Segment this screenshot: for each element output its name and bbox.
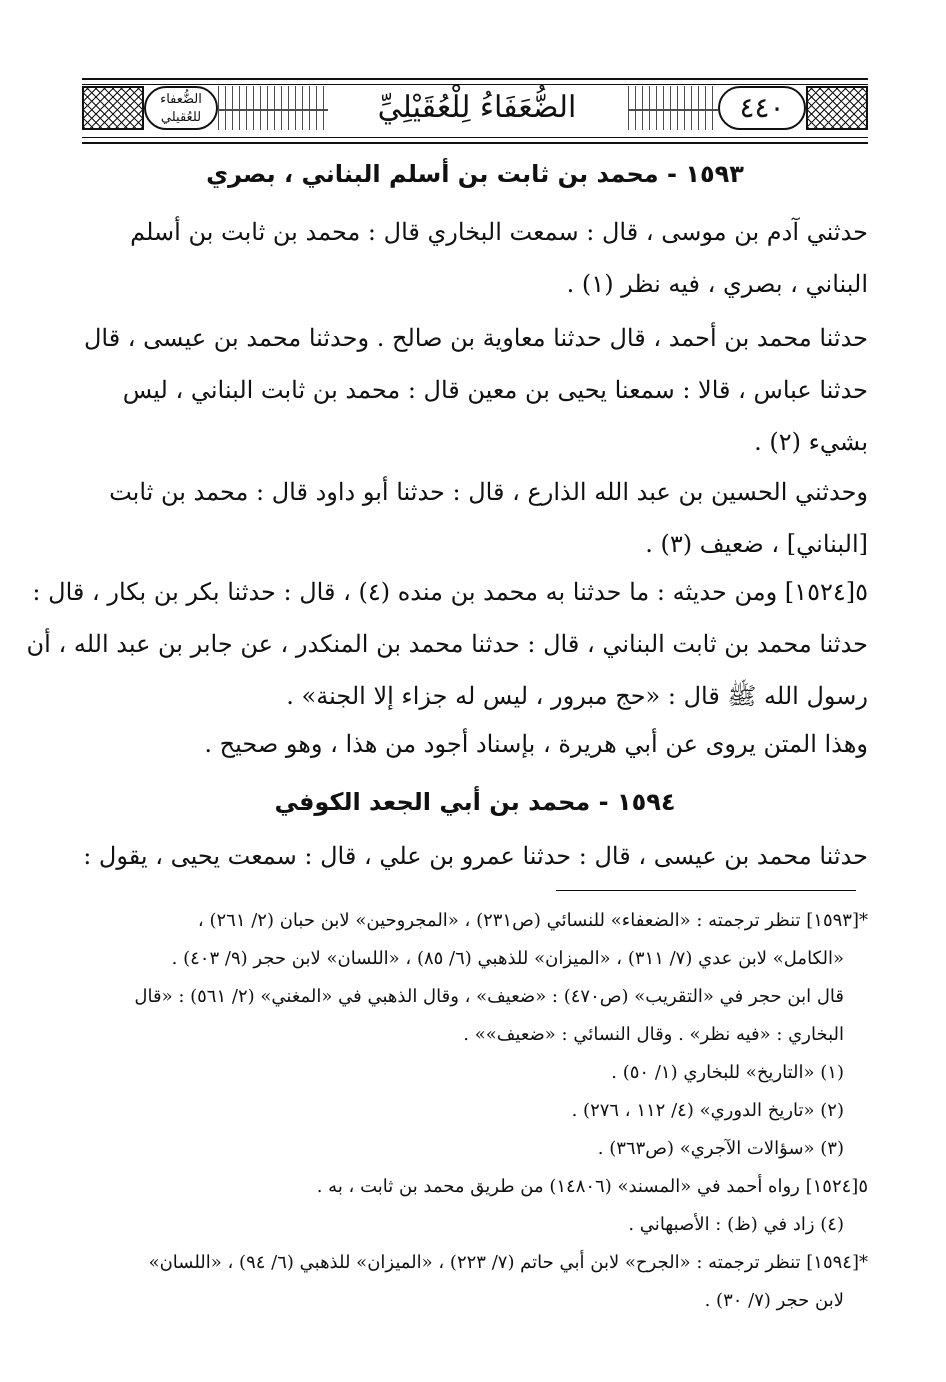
hadith-paragraph: [26, 566, 868, 722]
footnote-line: *[١٥٩٤] تنظر ترجمته : «الجرح» لابن أبي حاتم (٧/ ٢٢٣) ، «الميزان» للذهبي (٦/ ٩٤) ، «اللسان»: [148, 1252, 868, 1273]
entry-heading: ١٥٩٤ - محمد بن أبي الجعد الكوفي: [274, 788, 676, 816]
header-pattern-left: [218, 86, 328, 130]
footnote-separator: [556, 890, 856, 891]
footnotes: [82, 902, 868, 1320]
text-line: البناني ، بصري ، فيه نظر (١) .: [566, 270, 868, 298]
entry-heading: ١٥٩٣ - محمد بن ثابت بن أسلم البناني ، بصري: [206, 160, 744, 188]
text-line: بشيء (٢) .: [754, 428, 868, 456]
text-line: ٥[١٥٢٤] ومن حديثه : ما حدثنا به محمد بن منده (٤) ، قال : حدثنا بكر بن بكار ، قال :: [32, 578, 868, 606]
footnote-line: (٤) زاد في (ظ) : الأصبهاني .: [628, 1214, 844, 1235]
text-line: رسول الله ﷺ قال : «حج مبرور ، ليس له جزاء إلا الجنة» .: [286, 682, 868, 710]
paragraph: [82, 312, 868, 468]
text-line: حدثنا محمد بن عيسى ، قال : حدثنا عمرو بن علي ، قال : سمعت يحيى ، يقول :: [83, 842, 868, 870]
text-line: وحدثني الحسين بن عبد الله الذارع ، قال : حدثنا أبو داود قال : محمد بن ثابت: [109, 478, 868, 506]
footnote-line: *[١٥٩٣] تنظر ترجمته : «الضعفاء» للنسائي (ص٢٣١) ، «المجروحين» لابن حبان (٢/ ٢٦١) ،: [197, 910, 868, 931]
paragraph: [82, 466, 868, 570]
header-ornament-left: [82, 86, 144, 130]
footnote-line: ٥[١٥٢٤] رواه أحمد في «المسند» (١٤٨٠٦) من طريق محمد بن ثابت ، به .: [316, 1176, 868, 1197]
book-logo: الضُّعفاء للعُقيلي: [144, 86, 218, 130]
footnote-line: (٣) «سؤالات الآجري» (ص٣٦٣) .: [597, 1138, 844, 1159]
text-line: حدثنا عباس ، قالا : سمعنا يحيى بن معين قال : محمد بن ثابت البناني ، ليس: [122, 376, 868, 404]
text-line: حدثنا محمد بن أحمد ، قال حدثنا معاوية بن صالح . وحدثنا محمد بن عيسى ، قال: [83, 324, 868, 352]
text-line: [البناني] ، ضعيف (٣) .: [645, 530, 868, 558]
footnote-line: البخاري : «فيه نظر» . وقال النسائي : «ضعيف»» .: [463, 1024, 844, 1045]
book-title: الضُّعَفَاءُ لِلْعُقَيْلِيِّ: [377, 90, 577, 125]
footnote-line: «الكامل» لابن عدي (٧/ ٣١١) ، «الميزان» للذهبي (٦/ ٨٥) ، «اللسان» لابن حجر (٩/ ٤٠٣) .: [171, 948, 844, 969]
footnote-line: (٢) «تاريخ الدوري» (٤/ ١١٢ ، ٢٧٦) .: [571, 1100, 844, 1121]
page-header: [82, 78, 868, 144]
header-ornament-right: [806, 86, 868, 130]
paragraph: [82, 206, 868, 310]
paragraph: [82, 830, 868, 882]
text-line: وهذا المتن يروى عن أبي هريرة ، بإسناد أجود من هذا ، وهو صحيح .: [204, 730, 868, 758]
footnote-line: قال ابن حجر في «التقريب» (ص٤٧٠) : «ضعيف» ، وقال الذهبي في «المغني» (٢/ ٥٦١) : «قال: [134, 986, 844, 1007]
header-pattern-right: [628, 86, 718, 130]
footnote-line: (١) «التاريخ» للبخاري (١/ ٥٠) .: [611, 1062, 844, 1083]
text-line: حدثنا محمد بن ثابت البناني ، قال : حدثنا محمد بن المنكدر ، عن جابر بن عبد الله ، أن: [26, 630, 868, 658]
footnote-line: لابن حجر (٧/ ٣٠) .: [704, 1290, 844, 1311]
text-line: حدثني آدم بن موسى ، قال : سمعت البخاري قال : محمد بن ثابت بن أسلم: [130, 218, 868, 246]
paragraph: [82, 718, 868, 770]
page-number: ٤٤٠: [718, 86, 806, 130]
